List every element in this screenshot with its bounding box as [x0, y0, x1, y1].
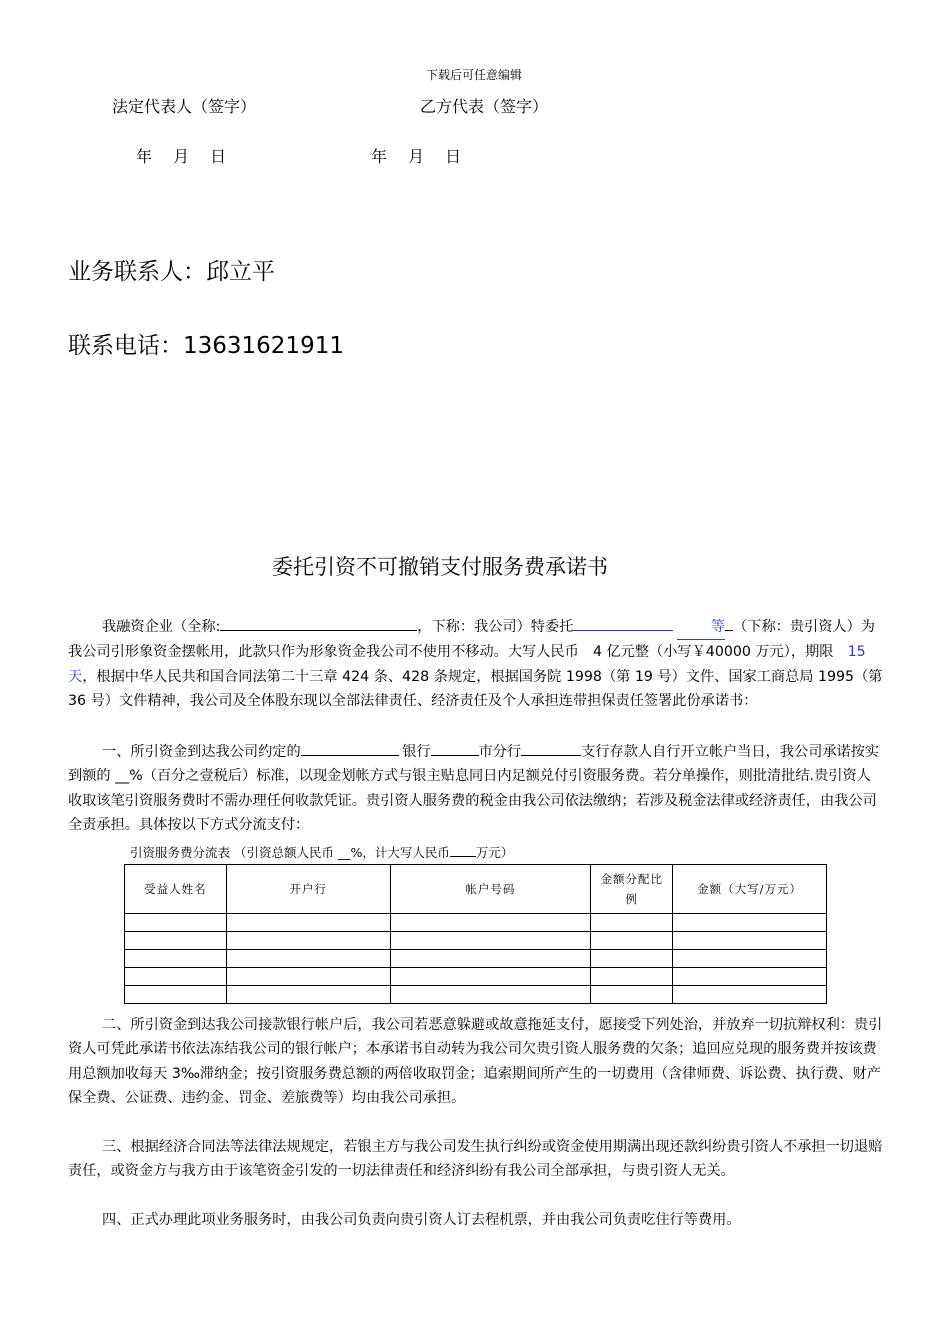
amount-words-blank	[450, 844, 476, 857]
header-amount: 金额（大写/万元）	[673, 865, 827, 914]
document-title: 委托引资不可撤销支付服务费承诺书	[272, 555, 608, 579]
intro-text-a: 我融资企业（全称:	[102, 619, 221, 635]
sub-branch-blank	[521, 740, 581, 756]
table-cell[interactable]	[591, 986, 673, 1004]
table-row	[125, 914, 827, 932]
distribution-table	[124, 864, 827, 1004]
clause1-text-a: 一、所引资金到达我公司约定的	[102, 744, 301, 760]
paragraph-clause-2	[68, 1013, 883, 1110]
table-cell[interactable]	[125, 950, 227, 968]
period-days: 15 天	[68, 644, 866, 685]
clause1-text-d: 支行存款人自行开立帐户当日，我公司承诺按实到额的 __%（百分之壹税后）标准，以现金划帐方式与银主贴息同日内足额兑付引资服务费。若分单操作，则批清批结.贵引资人收取该笔引资服务费时不需办理任何收款凭证。贵引资人服务费的税金由我公司依法缴纳；若涉及税金法律或经济责任，由我公司全责承担。具体按以下方式分流支付：	[68, 744, 880, 833]
clause1-text-b: 银行	[402, 744, 431, 760]
table-cell[interactable]	[125, 932, 227, 950]
table-cell[interactable]	[390, 968, 591, 986]
table-cell[interactable]	[673, 968, 827, 986]
paragraph-intro	[68, 615, 883, 713]
legal-rep-date: 年 月 日	[136, 147, 227, 166]
city-branch-blank	[431, 740, 479, 756]
table-cell[interactable]	[125, 968, 227, 986]
intro-text-c: （下称：贵引资人）为我公司引形象资金摆帐用，此款只作为形象资金我公司不使用不移动。大写人民币 4 亿元整（小写￥40000 万元），期限	[68, 619, 875, 661]
table-cell[interactable]	[390, 950, 591, 968]
paragraph-clause-3	[68, 1135, 883, 1184]
table-row	[125, 968, 827, 986]
table-caption	[130, 843, 513, 861]
contact-phone: 联系电话：13631621911	[68, 333, 344, 359]
clause4-text: 四、正式办理此项业务服务时，由我公司负责向贵引资人订去程机票，并由我公司负责吃住行等费用。	[102, 1212, 741, 1228]
header-allocation-ratio-text: 金额分配比例	[600, 872, 663, 906]
table-cell[interactable]	[591, 932, 673, 950]
table-cell[interactable]	[673, 932, 827, 950]
header-bank: 开户行	[226, 865, 390, 914]
table-cell[interactable]	[226, 968, 390, 986]
table-cell[interactable]	[673, 986, 827, 1004]
table-cell[interactable]	[226, 914, 390, 932]
paragraph-clause-4	[68, 1208, 883, 1232]
table-cell[interactable]	[390, 986, 591, 1004]
table-cell[interactable]	[673, 950, 827, 968]
header-note: 下载后可任意编辑	[426, 68, 523, 82]
clause1-text-c: 市分行	[478, 744, 522, 760]
company-name-blank	[220, 615, 417, 631]
party-b-date: 年 月 日	[371, 147, 462, 166]
table-row	[125, 950, 827, 968]
table-cell[interactable]	[226, 932, 390, 950]
deng-blank	[725, 615, 733, 631]
table-caption-text-b: 万元）	[475, 845, 514, 860]
party-b-signature-label: 乙方代表（签字）	[420, 97, 549, 116]
contact-person: 业务联系人：邱立平	[68, 259, 275, 285]
table-header-row	[125, 865, 827, 914]
table-cell[interactable]	[591, 914, 673, 932]
table-cell[interactable]	[673, 914, 827, 932]
intro-text-d: ，根据中华人民共和国合同法第二十三章 424 条、428 条规定，根据国务院 1998（第 19 号）文件、国家工商总局 1995（第 36 号）文件精神，我公司及全体股东现以全部法律责任、经济责任及个人承担连带担保责任签署此份承诺书：	[68, 668, 883, 709]
table-row	[125, 986, 827, 1004]
header-allocation-ratio	[591, 865, 673, 914]
table-row	[125, 932, 827, 950]
table-cell[interactable]	[226, 986, 390, 1004]
header-account-number: 帐户号码	[390, 865, 591, 914]
intro-text-b: ，下称：我公司）特委托	[417, 619, 574, 635]
header-beneficiary-name: 受益人姓名	[125, 865, 227, 914]
intro-deng: 等	[677, 615, 725, 640]
clause3-text: 三、根据经济合同法等法律法规规定，若银主方与我公司发生执行纠纷或资金使用期满出现还款纠纷贵引资人不承担一切退赔责任，或资金方与我方由于该笔资金引发的一切法律责任和经济纠纷有我公司全部承担，与贵引资人无关。	[68, 1139, 883, 1180]
table-cell[interactable]	[390, 914, 591, 932]
bank-blank	[301, 740, 399, 756]
table-cell[interactable]	[125, 986, 227, 1004]
table-cell[interactable]	[125, 914, 227, 932]
paragraph-clause-1	[68, 740, 883, 837]
table-caption-text-a: 引资服务费分流表 （引资总额人民币 __%，计大写人民币	[130, 845, 450, 860]
table-cell[interactable]	[390, 932, 591, 950]
clause2-text: 二、所引资金到达我公司接款银行帐户后，我公司若恶意躲避或故意拖延支付，愿接受下列处治，并放弃一切抗辩权利：贵引资人可凭此承诺书依法冻结我公司的银行帐户；本承诺书自动转为我公司欠贵引资人服务费的欠条；追回应兑现的服务费并按该费用总额加收每天 3‰滞纳金；按引资服务费总额的两倍收取罚金；追索期间所产生的一切费用（含律师费、诉讼费、执行费、财产保全费、公证费、违约金、罚金、差旅费等）均由我公司承担。	[68, 1017, 883, 1106]
table-cell[interactable]	[226, 950, 390, 968]
table-cell[interactable]	[591, 968, 673, 986]
table-cell[interactable]	[591, 950, 673, 968]
agent-name-blank	[573, 630, 673, 631]
legal-rep-signature-label: 法定代表人（签字）	[112, 97, 257, 116]
